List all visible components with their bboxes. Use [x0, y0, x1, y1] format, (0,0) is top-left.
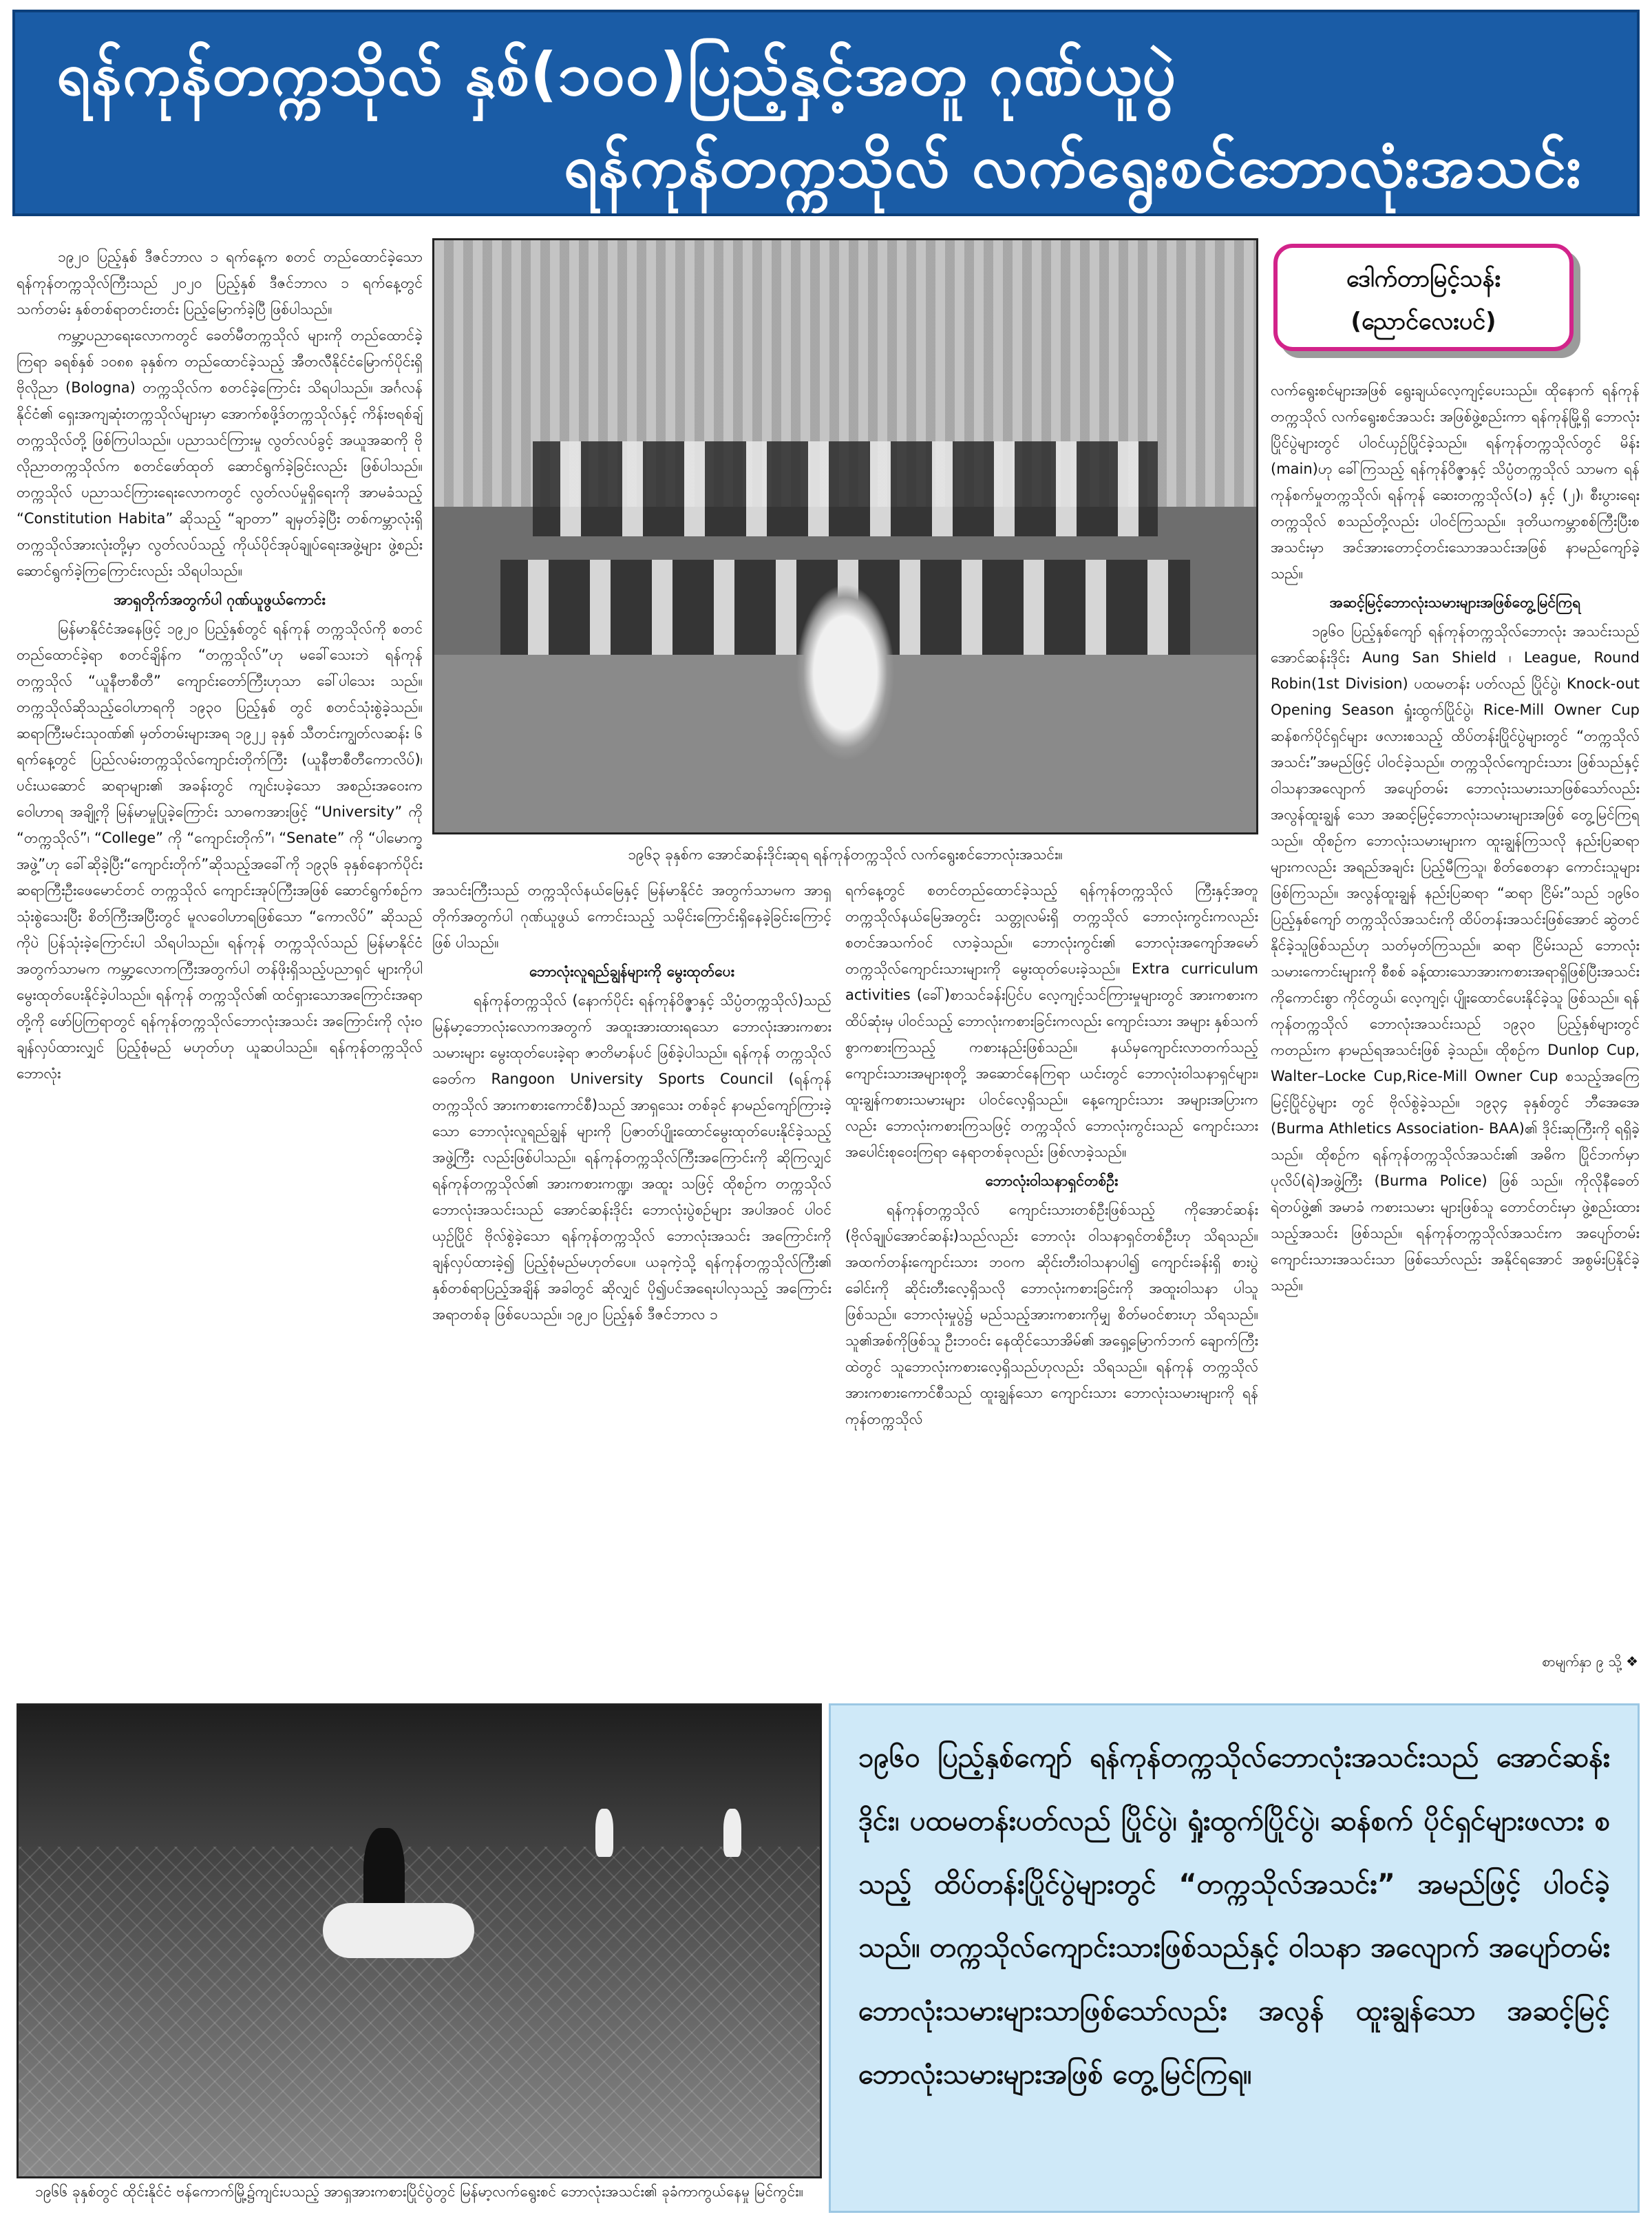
subheading: ဘောလုံးဝါသနာရှင်တစ်ဦး	[985, 1173, 1119, 1189]
match-photo	[17, 1703, 822, 2178]
team-photo	[432, 238, 1258, 834]
continued-note: စာမျက်နှာ ၉ သို့ ❖	[1542, 1653, 1638, 1670]
paragraph: ရက်နေ့တွင် စတင်တည်ထောင်ခဲ့သည့် ရန်ကုန်တက္ကသိုလ် ကြီးနှင့်အတူ တက္ကသိုလ်နယ်မြေအတွင်း သတ္တုလမ်းရှိ တက္ကသိုလ် ဘောလုံးကွင်းကလည်း စတင်အသက်ဝင် လာခဲ့သည်။ ဘောလုံးကွင်း၏ ဘောလုံးအကျော်အမော် တက္ကသိုလ်ကျောင်းသားများကို မွေးထုတ်ပေးခဲ့သည်။ Extra curriculum activities (ခေါ်)စာသင်ခန်းပြင်ပ လေ့ကျင့်သင်ကြားမှုများတွင် အားကစားကထိပ်ဆုံးမှ ပါဝင်သည့် ဘောလုံးကစားခြင်းကလည်း ကျောင်းသား အများ နှစ်သက်စွာကစားကြသည့် ကစားနည်းဖြစ်သည်။ နယ်မှကျောင်းလာတက်သည့် ကျောင်းသားအများစုတို့ အဆောင်နေကြရာ ယင်းတွင် ဘောလုံးဝါသနာရှင်များ၊ ထူးချွန်ကစားသမားများ ပါဝင်လေ့ရှိသည်။ နေ့ကျောင်းသား အများအပြားကလည်း ဘောလုံးကစားကြသဖြင့် တက္ကသိုလ် ဘောလုံးကွင်းသည် ကျောင်းသားအပေါင်းစုဝေးကြရာ နေရာတစ်ခုလည်း ဖြစ်လာခဲ့သည်။	[845, 882, 1258, 1160]
trophy-shield	[796, 584, 894, 761]
headline-line-2: ရန်ကုန်တက္ကသိုလ် လက်ရွေးစင်ဘောလုံးအသင်း	[563, 132, 1582, 201]
pull-quote-text: ၁၉၆၀ ပြည့်နှစ်ကျော် ရန်ကုန်တက္ကသိုလ်ဘောလုံးအသင်းသည် အောင်ဆန်းဒိုင်း၊ ပထမတန်းပတ်လည် ပြိုင်ပွဲ၊ ရှုံးထွက်ပြိုင်ပွဲ၊ ဆန်စက် ပိုင်ရှင်များဖလား စသည့် ထိပ်တန်းပြိုင်ပွဲများတွင် “တက္ကသိုလ်အသင်း” အမည်ဖြင့် ပါဝင်ခဲ့သည်။ တက္ကသိုလ်ကျောင်းသားဖြစ်သည်နှင့် ဝါသနာ အလျောက် အပျော်တမ်း ဘောလုံးသမားများသာဖြစ်သော်လည်း အလွန် ထူးချွန်သော အဆင့်မြင့်ဘောလုံးသမားများအဖြစ် တွေ့မြင်ကြရ။	[858, 1742, 1610, 2090]
subheading: အဆင့်မြင့်ဘောလုံးသမားများအဖြစ်တွေ့မြင်ကြရ	[1329, 594, 1581, 611]
player-distant	[595, 1809, 613, 1857]
player-distant-2	[723, 1809, 741, 1857]
article-column-1	[17, 244, 423, 1635]
paragraph: ရန်ကုန်တက္ကသိုလ် (နောက်ပိုင်း ရန်ကုန်ဝိဇ္ဇာနှင့် သိပ္ပံတက္ကသိုလ်)သည် မြန်မာ့ဘောလုံးလောကအတွက် အထူးအားထားရသော ဘောလုံးအားကစားသမားများ မွေးထုတ်ပေးခဲ့ရာ ဇာတိမာန်ပင် ဖြစ်ခဲ့ပါသည်။ ရန်ကုန် တက္ကသိုလ်ခေတ်က Rangoon University Sports Council (ရန်ကုန်တက္ကသိုလ် အားကစားကောင်စီ)သည် အာရှသေး တစ်ခုင် နာမည်ကျော်ကြားခဲ့သော ဘောလုံးလူရည်ချွန် များကို ပြဇာတ်ပျိုးထောင်မွေးထုတ်ပေးနိုင်ခဲ့သည့် အဖွဲ့ကြီး လည်းဖြစ်ပါသည်။ ရန်ကုန်တက္ကသိုလ်ကြီးအကြောင်းကို ဆိုကြလျှင် ရန်ကုန်တက္ကသိုလ်၏ အားကစားကဏ္ဍ၊ အထူး သဖြင့် ထိုစဉ်က တက္ကသိုလ်ဘောလုံးအသင်းသည် အောင်ဆန်းဒိုင်း ဘောလုံးပွဲစဉ်များ အပါအဝင် ပါဝင် ယှဉ်ပြိုင် ဗိုလ်စွဲခဲ့သော ရန်ကုန်တက္ကသိုလ် ဘောလုံးအသင်း အကြောင်းကို ချန်လှပ်ထားခဲ့၍ ပြည့်စုံမည်မဟုတ်ပေ။ ယခုကဲ့သို့ ရန်ကုန်တက္ကသိုလ်ကြီး၏ နှစ်တစ်ရာပြည့်အချိန် အခါတွင် ဆိုလျှင် ပို၍ပင်အရေးပါလှသည့် အကြောင်း အရာတစ်ခု ဖြစ်ပေသည်။ ၁၉၂၀ ပြည့်နှစ် ဒီဇင်ဘာလ ၁	[432, 992, 832, 1323]
headline-line-1: ရန်ကုန်တက္ကသိုလ် နှစ်(၁၀၀)ပြည့်နှင့်အတူ ဂုဏ်ယူပွဲ	[56, 40, 1177, 109]
headline-banner	[12, 10, 1640, 216]
article-column-4	[1271, 377, 1640, 1658]
goal-net	[19, 1847, 820, 2176]
player-white	[323, 1903, 474, 1958]
paragraph: မြန်မာနိုင်ငံအနေဖြင့် ၁၉၂၀ ပြည့်နှစ်တွင် ရန်ကုန် တက္ကသိုလ်ကို စတင်တည်ထောင်ခဲ့ရာ စတင်ချိန်က “တက္ကသိုလ်”ဟု မခေါ်သေးဘဲ ရန်ကုန်တက္ကသိုလ် “ယူနီဗာစီတီ” ကျောင်းတော်ကြီးဟုသာ ခေါ်ပါသေး သည်။ တက္ကသိုလ်ဆိုသည့်ဝေါဟာရကို ၁၉၃၀ ပြည့်နှစ် တွင် စတင်သုံးစွဲခဲ့သည်။ ဆရာကြီးမင်းသုဝဏ်၏ မှတ်တမ်းများအရ ၁၉၂၂ ခုနှစ် သီတင်းကျွတ်လဆန်း ၆ ရက်နေ့တွင် ပြည်လမ်းတက္ကသိုလ်ကျောင်းတိုက်ကြီး (ယူနီဗာစီတီကောလိပ်)၊ ပင်းယဆောင် ဆရာများ၏ အခန်းတွင် ကျင်းပခဲ့သော အစည်းအဝေးက ဝေါဟာရ အချို့ကို မြန်မာမှုပြုခဲ့ကြောင်း သာဓကအားဖြင့် “University” ကို “တက္ကသိုလ်”၊ “College” ကို “ကျောင်းတိုက်”၊ “Senate” ကို “ပါမောက္ခအဖွဲ့”ဟု ခေါ်ဆိုခဲ့ပြီး“ကျောင်းတိုက်”ဆိုသည့်အခေါ်ကို ၁၉၃၆ ခုနှစ်နောက်ပိုင်း ဆရာကြီးဦးဖေမောင်တင် တက္ကသိုလ် ကျောင်းအုပ်ကြီးအဖြစ် ဆောင်ရွက်စဉ်က သုံးစွဲသေးပြီး စိတ်ကြီးအပြီးတွင် မူလဝေါဟာရဖြစ်သော “ကောလိပ်” ဆိုသည်ကိုပဲ ပြန်သုံးခဲ့ကြောင်းပါ သိရပါသည်။ ရန်ကုန် တက္ကသိုလ်သည် မြန်မာနိုင်ငံအတွက်သာမက ကမ္ဘာ့လောကကြီးအတွက်ပါ တန်ဖိုးရှိသည့်ပညာရှင် များကိုပါ မွေးထုတ်ပေးနိုင်ခဲ့ပါသည်။ ရန်ကုန် တက္ကသိုလ်၏ ထင်ရှားသောအကြောင်းအရာတို့ကို ဖော်ပြကြရာတွင် ရန်ကုန်တက္ကသိုလ်ဘောလုံးအသင်း အကြောင်းကို လုံးဝချန်လှပ်ထားလျှင် ပြည့်စုံမည် မဟုတ်ဟု ယူဆပါသည်။ ရန်ကုန်တက္ကသိုလ် ဘောလုံး	[17, 620, 423, 1082]
paragraph: ရန်ကုန်တက္ကသိုလ် ကျောင်းသားတစ်ဦးဖြစ်သည့် ကိုအောင်ဆန်း (ဗိုလ်ချုပ်အောင်ဆန်း)သည်လည်း ဘောလုံး ဝါသနာရှင်တစ်ဦးဟု သိရသည်။ အထက်တန်းကျောင်းသား ဘဝက ဆိုင်းတီးဝါသနာပါ၍ ကျောင်းခန်းရှိ စားပွဲခေါင်းကို ဆိုင်းတီးလေ့ရှိသလို ဘောလုံးကစားခြင်းကို အထူးဝါသနာ ပါသူ ဖြစ်သည်။ ဘောလုံးမှုပွဲ၌ မည်သည့်အားကစားကိုမျှ စိတ်မဝင်စားဟု သိရသည်။ သူ၏အစ်ကိုဖြစ်သူ ဦးဘဝင်း နေထိုင်သောအိမ်၏ အရှေ့မြောက်ဘက် ချောက်ကြီးထဲတွင် သူဘောလုံးကစားလေ့ရှိသည်ဟုလည်း သိရသည်။ ရန်ကုန် တက္ကသိုလ် အားကစားကောင်စီသည် ထူးချွန်သော ကျောင်းသား ဘောလုံးသမားများကို ရန်ကုန်တက္ကသိုလ်	[845, 1201, 1258, 1427]
article-column-2	[432, 877, 832, 1635]
author-role: (ညောင်လေးပင်)	[1351, 308, 1496, 335]
paragraph: ၁၉၂၀ ပြည့်နှစ် ဒီဇင်ဘာလ ၁ ရက်နေ့က စတင် တည်ထောင်ခဲ့သော ရန်ကုန်တက္ကသိုလ်ကြီးသည် ၂၀၂၀ ပြည့်နှစ် ဒီဇင်ဘာလ ၁ ရက်နေ့တွင် သက်တမ်း နှစ်တစ်ရာတင်းတင်း ပြည့်မြောက်ခဲ့ပြီ ဖြစ်ပါသည်။	[17, 249, 423, 317]
team-photo-caption: ၁၉၆၃ ခုနှစ်က အောင်ဆန်းဒိုင်းဆုရ ရန်ကုန်တက္ကသိုလ် လက်ရွေးစင်ဘောလုံးအသင်း။	[628, 846, 1063, 863]
pull-quote-box	[829, 1703, 1640, 2213]
author-box	[1273, 244, 1574, 351]
paragraph: ကမ္ဘာ့ပညာရေးလောကတွင် ခေတ်မီတက္ကသိုလ် များကို တည်ထောင်ခဲ့ကြရာ ခရစ်နှစ် ၁၀၈၈ ခုနှစ်က တည်ထောင်ခဲ့သည့် အီတလီနိုင်ငံမြောက်ပိုင်းရှိ ဗိုလိုညာ (Bologna) တက္ကသိုလ်က စတင်ခဲ့ကြောင်း သိရပါသည်။ အင်္ဂလန်နိုင်ငံ၏ ရှေးအကျဆုံးတက္ကသိုလ်များမှာ အောက်စဖို့ဒ်တက္ကသိုလ်နှင့် ကိန်းဗရစ်ချ်တက္ကသိုလ်တို့ ဖြစ်ကြပါသည်။ ပညာသင်ကြားမှု လွတ်လပ်ခွင့် အယူအဆကို ဗိုလိုညာတက္ကသိုလ်က စတင်ဖော်ထုတ် ဆောင်ရွက်ခဲ့ခြင်းလည်း ဖြစ်ပါသည်။ တက္ကသိုလ် ပညာသင်ကြားရေးလောကတွင် လွတ်လပ်မှုရှိရေးကို အာမခံသည့် “Constitution Habita” ဆိုသည့် “ချာတာ” ချမှတ်ခဲ့ပြီး တစ်ကမ္ဘာလုံးရှိ တက္ကသိုလ်အားလုံးတို့မှာ လွတ်လပ်သည့် ကိုယ်ပိုင်အုပ်ချုပ်ရေးအဖွဲ့များ ဖွဲ့စည်း ဆောင်ရွက်ခဲ့ကြကြောင်းလည်း သိရပါသည်။	[17, 327, 423, 579]
paragraph: အသင်းကြီးသည် တက္ကသိုလ်နယ်မြေနှင့် မြန်မာနိုင်ငံ အတွက်သာမက အာရှတိုက်အတွက်ပါ ဂုဏ်ယူဖွယ် ကောင်းသည့် သမိုင်းကြောင်းရှိနေခဲ့ခြင်းကြောင့် ဖြစ် ပါသည်။	[432, 882, 832, 951]
article-column-3	[845, 877, 1258, 1696]
author-name: ဒေါက်တာမြင့်သန်း	[1346, 265, 1501, 293]
subheading: အာရှတိုက်အတွက်ပါ ဂုဏ်ယူဖွယ်ကောင်း	[114, 591, 326, 608]
match-photo-caption: ၁၉၆၆ ခုနှစ်တွင် ထိုင်းနိုင်ငံ ဗန်ကောက်မြို့၌ကျင်းပသည့် အာရှအားကစားပြိုင်ပွဲတွင် မြန်မာ့လက်ရွေးစင် ဘောလုံးအသင်း၏ ခုခံကာကွယ်နေမှု မြင်ကွင်း။	[35, 2183, 803, 2200]
paragraph: လက်ရွေးစင်များအဖြစ် ရွေးချယ်လေ့ကျင့်ပေးသည်။ ထိုနောက် ရန်ကုန်တက္ကသိုလ် လက်ရွေးစင်အသင်း အဖြစ်ဖွဲ့စည်းကာ ရန်ကုန်မြို့ရှိ ဘောလုံးပြိုင်ပွဲများတွင် ပါဝင်ယှဉ်ပြိုင်ခဲ့သည်။ ရန်ကုန်တက္ကသိုလ်တွင် မိန်း (main)ဟု ခေါ်ကြသည့် ရန်ကုန်ဝိဇ္ဇာနှင့် သိပ္ပံတက္ကသိုလ် သာမက ရန်ကုန်စက်မှုတက္ကသိုလ်၊ ရန်ကုန် ဆေးတက္ကသိုလ်(၁) နှင့် (၂)၊ စီးပွားရေးတက္ကသိုလ် စသည်တို့လည်း ပါဝင်ကြသည်။ ဒုတိယကမ္ဘာစစ်ကြီးပြီးစ အသင်းမှာ အင်အားတောင့်တင်းသောအသင်းအဖြစ် နာမည်ကျော်ခဲ့သည်။	[1271, 382, 1640, 582]
paragraph: ၁၉၆၀ ပြည့်နှစ်ကျော် ရန်ကုန်တက္ကသိုလ်ဘောလုံး အသင်းသည် အောင်ဆန်းဒိုင်း Aung San Shield ၊ League, Round Robin(1st Division) ပထမတန်း ပတ်လည် ပြိုင်ပွဲ၊ Knock-out Opening Season ရှုံးထွက်ပြိုင်ပွဲ၊ Rice-Mill Owner Cup ဆန်စက်ပိုင်ရှင်များ ဖလားစသည့် ထိပ်တန်းပြိုင်ပွဲများတွင် “တက္ကသိုလ် အသင်း”အမည်ဖြင့် ပါဝင်ခဲ့သည်။ တက္ကသိုလ်ကျောင်းသား ဖြစ်သည်နှင့် ဝါသနာအလျောက် အပျော်တမ်း ဘောလုံးသမားသာဖြစ်သော်လည်း အလွန်ထူးချွန် သော အဆင့်မြင့်ဘောလုံးသမားများအဖြစ် တွေ့မြင်ကြရ သည်။ ထိုစဉ်က ဘောလုံးသမားများက ထူးချွန်ကြသလို နည်းပြဆရာများကလည်း အရည်အချင်း ပြည့်မီကြသူ၊ စိတ်စေတနာ ကောင်းသူများ ဖြစ်ကြသည်။ အလွန်ထူးချွန် နည်းပြဆရာ “ဆရာ ငြိမ်း”သည် ၁၉၆၀ ပြည့်နှစ်ကျော် တက္ကသိုလ်အသင်းကို ထိပ်တန်းအသင်းဖြစ်အောင် ဆွဲတင်နိုင်ခဲ့သူဖြစ်သည်ဟု သတ်မှတ်ကြသည်။ ဆရာ ငြိမ်းသည် ဘောလုံးသမားကောင်းများကို စီစစ် ခန့်ထားသောအားကစားအရာရှိဖြစ်ပြီးအသင်းကိုကောင်းစွာ ကိုင်တွယ်၊ လေ့ကျင့်၊ ပျိုးထောင်ပေးနိုင်ခဲ့သူ ဖြစ်သည်။ ရန်ကုန်တက္ကသိုလ် ဘောလုံးအသင်းသည် ၁၉၃၀ ပြည့်နှစ်များတွင်ကတည်းက နာမည်ရအသင်းဖြစ် ခဲ့သည်။ ထိုစဉ်က Dunlop Cup, Walter–Locke Cup,Rice-Mill Owner Cup စသည့်အကြေမြင့်ပြိုင်ပွဲများ တွင် ဗိုလ်စွဲခဲ့သည်။ ၁၉၃၄ ခုနှစ်တွင် ဘီအေအေ (Burma Athletics Association- BAA)၏ ဒိုင်းဆုကြီးကို ရရှိခဲ့ သည်။ ထိုစဉ်က ရန်ကုန်တက္ကသိုလ်အသင်း၏ အဓိက ပြိုင်ဘက်မှာ ပုလိပ်(ရဲ)အဖွဲ့ကြီး (Burma Police) ဖြစ် သည်။ ကိုလိုနီခေတ်ရဲတပ်ဖွဲ့၏ အမာခံ ကစားသမား များဖြစ်သူ တောင်တင်းမှာ ဖွဲ့စည်းထားသည့်အသင်း ဖြစ်သည်။ ရန်ကုန်တက္ကသိုလ်အသင်းက အပျော်တမ်း ကျောင်းသားအသင်းသာ ဖြစ်သော်လည်း အနိုင်ရအောင် အစွမ်းပြနိုင်ခဲ့သည်။	[1271, 623, 1640, 1294]
players-standing-row	[533, 441, 1157, 536]
subheading: ဘောလုံးလူရည်ချွန်များကို မွေးထုတ်ပေး	[529, 963, 734, 980]
